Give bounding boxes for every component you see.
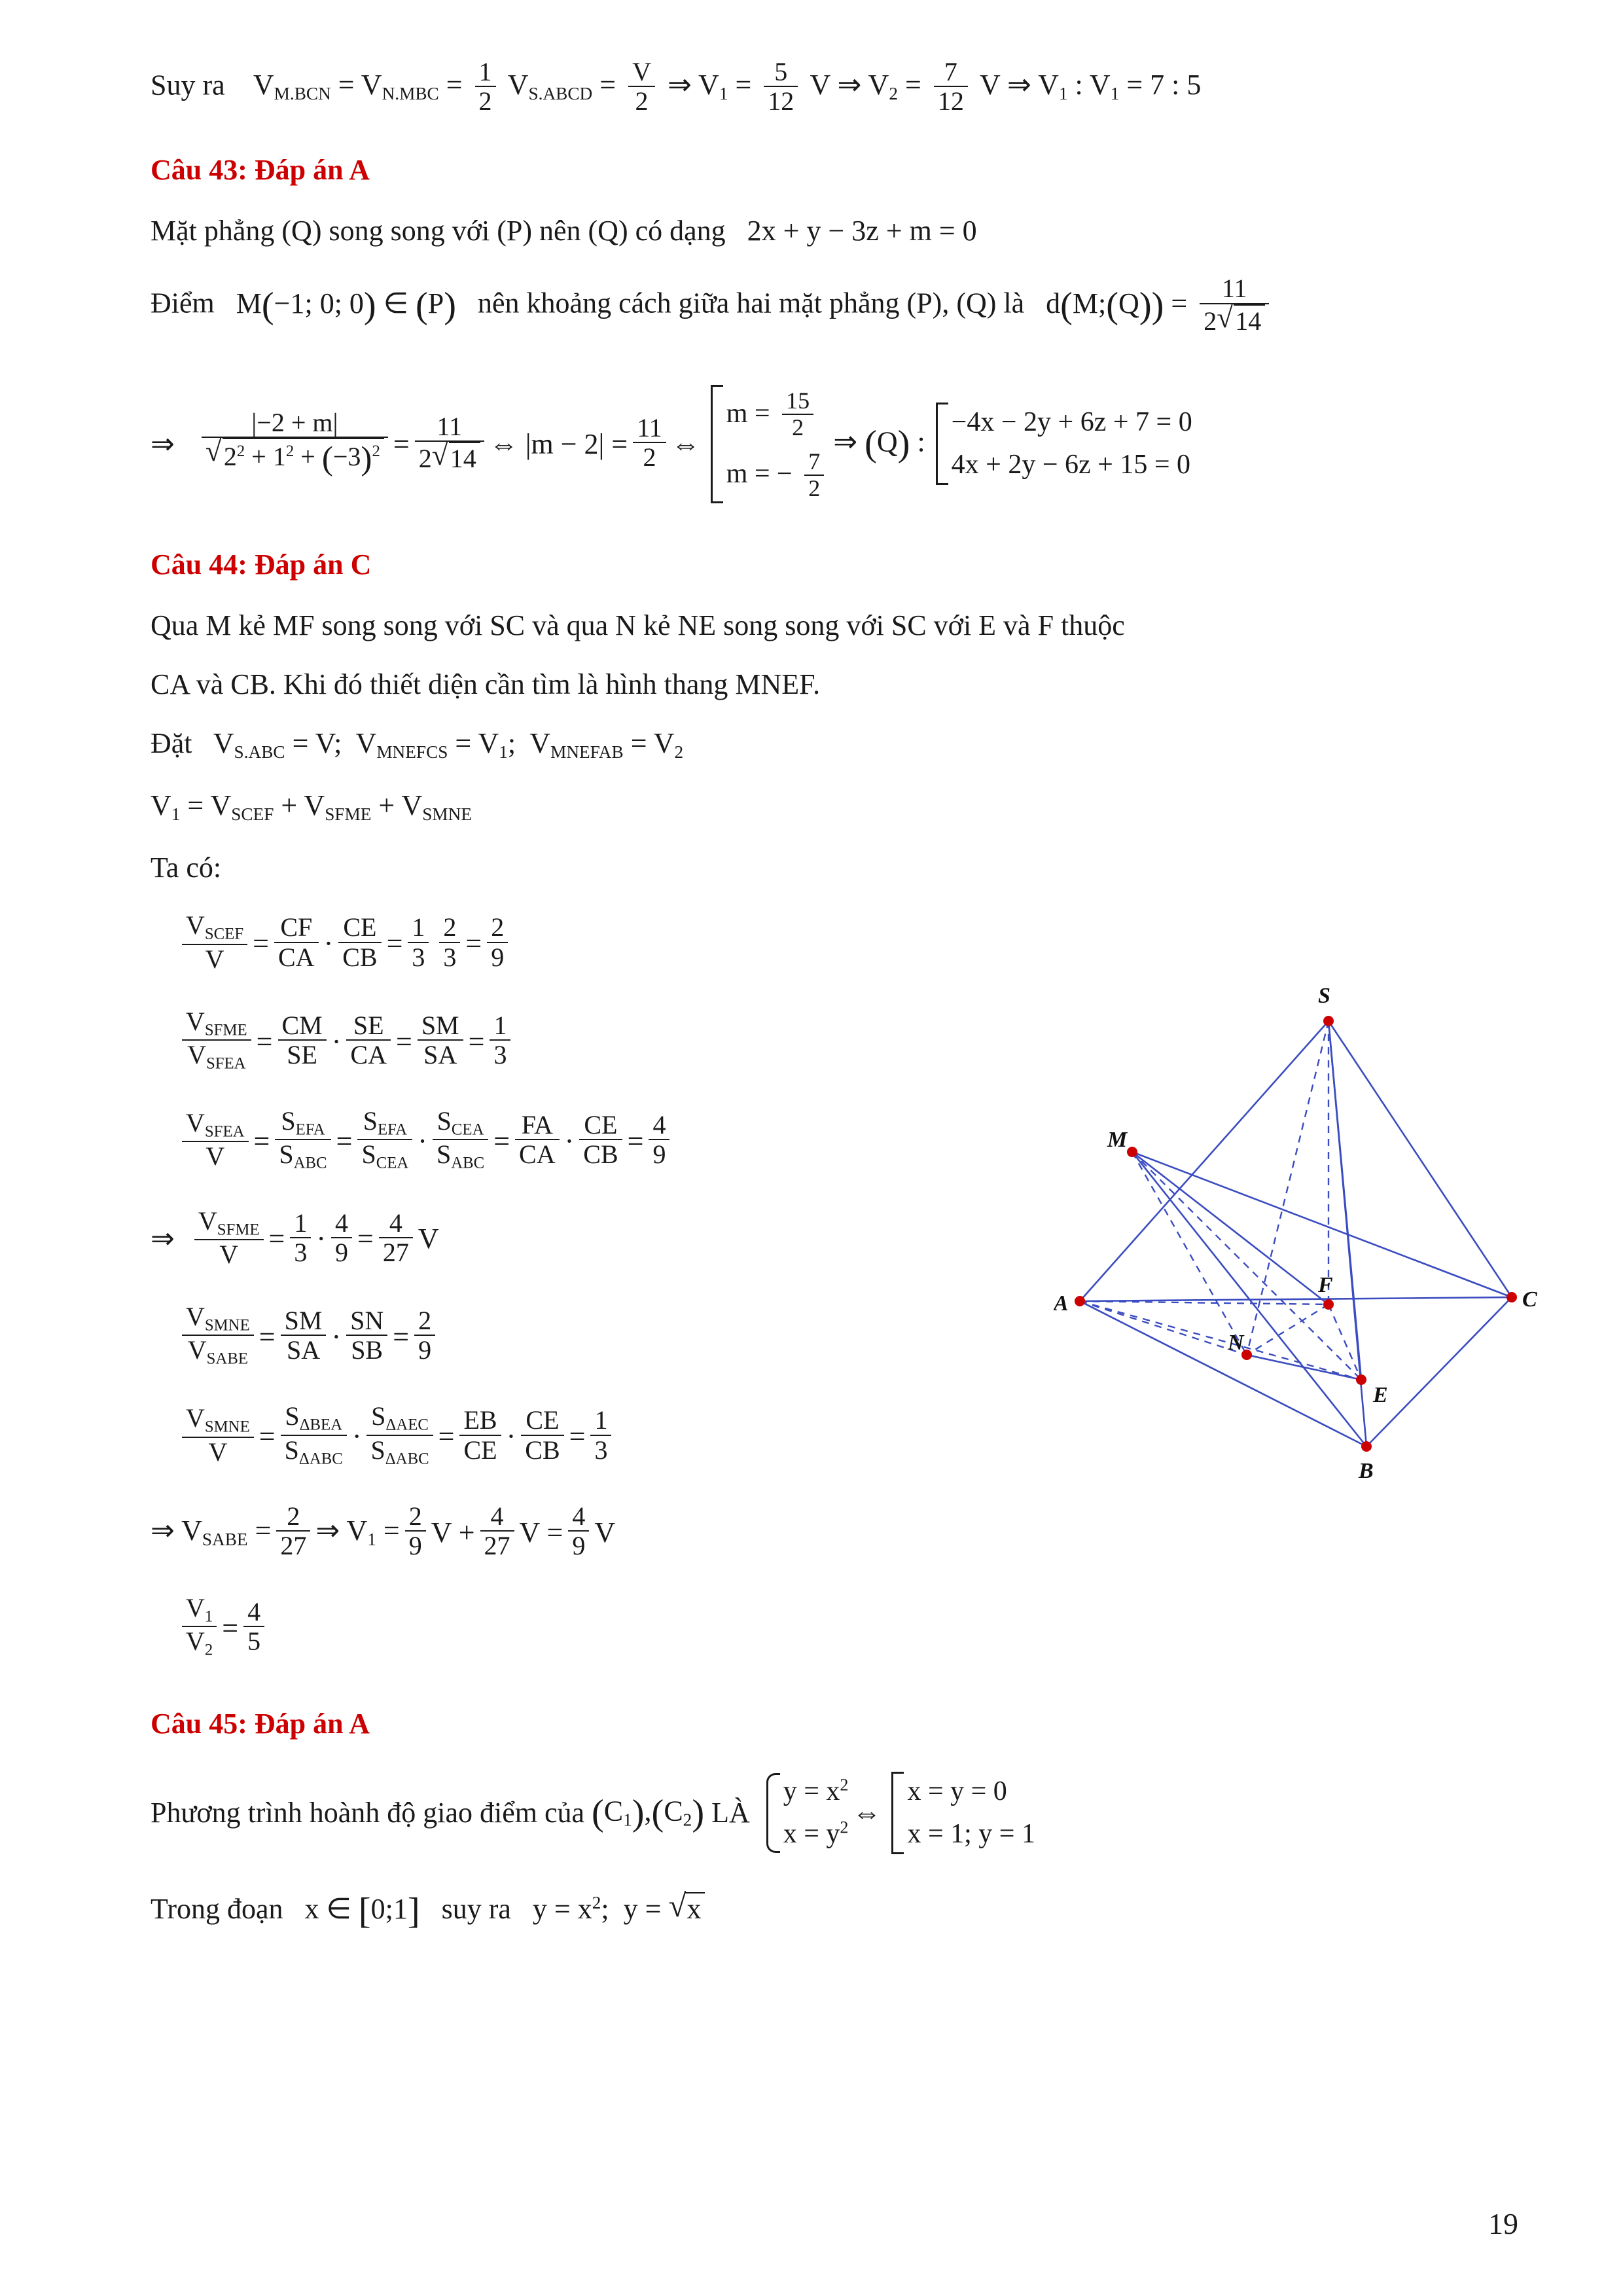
vertex-F: [1323, 1299, 1334, 1310]
cau43-line-1-math: 2x + y − 3z + m = 0: [747, 215, 977, 247]
m-cases: m = $\frac{15}{2}$ m = − $\frac{7}{2}$: [704, 384, 830, 505]
cau-44-number: Câu 44:: [151, 548, 247, 581]
suy-ra-equation: $V_{M.BCN} = V_{N.MBC}$ = $\frac{1}{2}$ $V_{S.ABCD}$ = $\frac{V}{2}$ ⇒ $V_1$ = $\frac{5}{12}$ V ⇒ $V_2$ = $\frac{7}{12}$ V ⇒ $V_1$ : $V_1 = 7$ : 5: [253, 57, 1202, 117]
result-sfme: ⇒ $\frac{V_{SFME}}{V}$ = $\frac{1}{3}$ · $\frac{4}{9}$ = $\frac{4}{27}$ V: [151, 1206, 439, 1269]
cau45-line-1-text: Phương trình hoành độ giao điểm của: [151, 1797, 585, 1829]
cau43-line-2-mid: nên khoảng cách giữa hai mặt phẳng (P), (Q) là: [478, 287, 1025, 319]
cau43-line-1: [151, 217, 1525, 245]
ratio-smne: $\frac{V_{SMNE}}{V_{SABE}}$ = $\frac{SM}{SA}$ · $\frac{SN}{SB}$ = $\frac{2}{9}$: [177, 1304, 1525, 1369]
cau-45-number: Câu 45:: [151, 1707, 247, 1740]
ratio-smne-2: $\frac{V_{SMNE}}{V}$ = $\frac{S_{\Delta BEA}}{S_{\Delta ABC}}$ · $\frac{S_{\Delta AEC}}{S_{\Delta ABC}}$ = $\frac{EB}{CE}$ · $\frac{CE}{CB}$ = $\frac{1}{3}$: [177, 1403, 1525, 1469]
cau45-line-2-mid: suy ra: [441, 1892, 511, 1925]
heading-cau-45: [151, 1707, 1525, 1740]
vertex-S: [1323, 1016, 1334, 1026]
ratio-sfea: $\frac{V_{SFEA}}{V}$ = $\frac{S_{EFA}}{S_{ABC}}$ = $\frac{S_{EFA}}{S_{CEA}}$ · $\frac{S_{CEA}}{S_{ABC}}$ = $\frac{FA}{CA}$ · $\frac{CE}{CB}$ = $\frac{4}{9}$: [177, 1108, 1525, 1174]
label-B: B: [1359, 1459, 1374, 1483]
cau45-line-2-pre: Trong đoạn: [151, 1892, 283, 1925]
cau43-point-math: M(−1; 0; 0) ∈ (P): [236, 285, 457, 326]
system-solutions: x = y = 0 x = 1; y = 1: [885, 1770, 1035, 1856]
dat-math: $V_{S.ABC} = V$; $V_{MNEFCS} = V_1$; $V_{MNEFAB} = V_2$: [213, 726, 684, 762]
ratio-scef: $\frac{V_{SCEF}}{V}$ = $\frac{CF}{CA}$ · $\frac{CE}{CB}$ = $\frac{1}{3}$ $\frac{2}{3}$ = $\frac{2}{9}$: [177, 912, 1525, 974]
cau43-line-1-text: Mặt phẳng (Q) song song với (P) nên (Q) có dạng: [151, 215, 726, 247]
system-equations: $y = x^2$ $x = y^2$: [761, 1770, 849, 1856]
dat-label: Đặt: [151, 726, 192, 759]
cau45-line-2: Trong đoạn x ∈ [0;1] suy ra $y = x^2$; y = √ x: [151, 1892, 1525, 1929]
cau-45-answer: Đáp án A: [254, 1707, 370, 1740]
cau43-distance-math: d(M;(Q)) = $\frac{11}{2 √ 14}$: [1046, 287, 1274, 319]
heading-cau-43: [151, 153, 1525, 187]
page-number: 19: [1488, 2207, 1518, 2240]
cau-44-answer: Đáp án C: [254, 548, 372, 581]
cau45-line-1: Phương trình hoành độ giao điểm của $(C_1),(C_2)$ LÀ $y = x^2$ $x = y^2$ ⇔ x = y = 0 x = 1; y = 1: [151, 1770, 1525, 1856]
cau44-line-2: CA và CB. Khi đó thiết diện cần tìm là hình thang MNEF.: [151, 668, 821, 700]
vertex-B: [1361, 1441, 1372, 1452]
cau44-v1-line: [151, 791, 1525, 823]
cau43-line-2: [151, 276, 1525, 336]
result-v1-v2: $\frac{V_1}{V_2}$ = $\frac{4}{5}$: [177, 1595, 1525, 1660]
cau43-derivation: ⇒ |−2 + m| √ $2^2 + 1^2 + (-3)^2$ = $\frac{11}{2 √ 14}$ ⇔ |m − 2| = $\frac{11}{2}$ ⇔ m = $\frac{15}{2}$ m = − $\frac{7}{2}$ ⇒ (Q) : −4x − 2y + 6z + 7 = 0 4x + 2y − 6z + 15 = 0: [151, 384, 1525, 505]
frac-left: |−2 + m| √ $2^2 + 1^2 + (-3)^2$: [202, 408, 388, 476]
cau-43-number: Câu 43:: [151, 154, 247, 187]
v1-decomposition: $V_1 = V_{SCEF} + V_{SFME} + V_{SMNE}$: [151, 789, 472, 825]
label-F: F: [1318, 1273, 1333, 1297]
cau44-dat-line: [151, 726, 1525, 762]
cau-43-answer: Đáp án A: [254, 154, 370, 187]
label-M: M: [1107, 1128, 1128, 1152]
vertex-C: [1507, 1292, 1517, 1302]
cau43-line-2-pre: Điểm: [151, 287, 215, 319]
geometry-figure: [1054, 988, 1538, 1538]
cau44-line-1: Qua M kẻ MF song song với SC và qua N kẻ NE song song với SC với E và F thuộc: [151, 609, 1125, 641]
vertex-M: [1127, 1147, 1137, 1157]
cau45-line-1-tail: LÀ: [711, 1797, 750, 1829]
vertex-E: [1356, 1374, 1366, 1385]
result-sabe: ⇒ $V_{SABE}$ = $\frac{2}{27}$ ⇒ $V_1$ = $\frac{2}{9}$ V + $\frac{4}{27}$ V = $\frac{4}{9}$ V: [151, 1501, 616, 1561]
label-C: C: [1522, 1287, 1537, 1312]
plane-cases: −4x − 2y + 6z + 7 = 0 4x + 2y − 6z + 15 = 0: [929, 401, 1192, 486]
ratio-sfme: $\frac{V_{SFME}}{V_{SFEA}}$ = $\frac{CM}{SE}$ · $\frac{SE}{CA}$ = $\frac{SM}{SA}$ = $\frac{1}{3}$: [177, 1009, 1525, 1074]
label-E: E: [1373, 1383, 1388, 1407]
label-N: N: [1228, 1331, 1244, 1355]
suy-ra-label: Suy ra: [151, 69, 225, 101]
vertex-A: [1075, 1296, 1085, 1306]
line-suy-ra: [151, 59, 1525, 117]
label-A: A: [1054, 1291, 1069, 1316]
heading-cau-44: [151, 548, 1525, 581]
cau44-taco: Ta có:: [151, 852, 222, 884]
label-S: S: [1318, 988, 1330, 1008]
